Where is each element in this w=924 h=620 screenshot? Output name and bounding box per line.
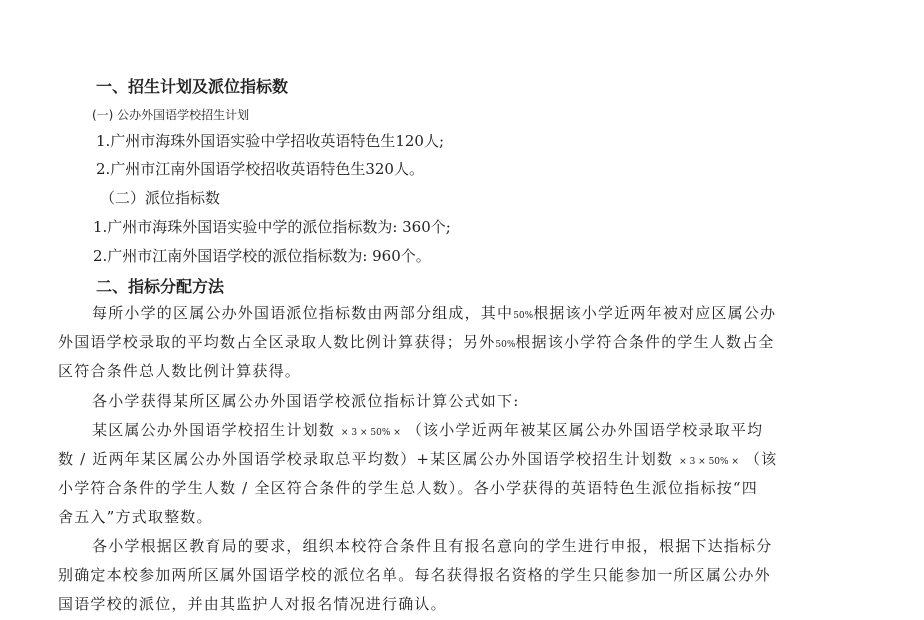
section-heading-plan: 一、招生计划及派位指标数 <box>96 77 289 96</box>
formula-multiplier: × 3 × 50% × <box>679 457 739 467</box>
paragraph-line: 各小学获得某所区属公办外国语学校派位指标计算公式如下: <box>92 392 520 410</box>
text-run: 根据该小学近两年被对应区属公办 <box>533 304 777 322</box>
list-item: 1.广州市海珠外国语实验中学招收英语特色生120人; <box>96 132 444 150</box>
subheading-quota: （二）派位指标数 <box>100 189 221 207</box>
list-item: 1.广州市海珠外国语实验中学的派位指标数为: 360个; <box>93 218 451 236</box>
paragraph-line <box>58 448 777 469</box>
paragraph-line <box>92 302 776 323</box>
paragraph-line: 舍五入”方式取整数。 <box>58 508 213 526</box>
text-run: （该 <box>744 450 778 468</box>
paragraph-line <box>58 331 775 352</box>
list-item: 2.广州市江南外国语学校的派位指标数为: 960个。 <box>93 247 431 265</box>
list-item: 2.广州市江南外国语学校招收英语特色生320人。 <box>96 160 424 178</box>
paragraph-line: 小学符合条件的学生人数 / 全区符合条件的学生总人数）。各小学获得的英语特色生派位指标按“四 <box>58 479 758 497</box>
subheading-enrollment-plan: (一) 公办外国语学校招生计划 <box>92 108 250 122</box>
section-heading-method: 二、指标分配方法 <box>96 277 225 296</box>
paragraph-line: 区符合条件总人数比例计算获得。 <box>58 362 302 380</box>
text-run: 根据该小学符合条件的学生人数占全 <box>515 333 775 351</box>
text-run: （该小学近两年被某区属公办外国语学校录取平均 <box>406 421 764 439</box>
text-run: 外国语学校录取的平均数占全区录取人数比例计算获得；另外 <box>58 333 496 351</box>
formula-multiplier: × 3 × 50% × <box>341 428 401 438</box>
paragraph-line: 各小学根据区教育局的要求，组织本校符合条件且有报名意向的学生进行申报，根据下达指标分 <box>92 537 773 555</box>
percent-50: 50% <box>495 340 516 350</box>
text-run: 每所小学的区属公办外国语派位指标数由两部分组成，其中 <box>92 304 514 322</box>
percent-50: 50% <box>513 311 534 321</box>
paragraph-line: 国语学校的派位，并由其监护人对报名情况进行确认。 <box>58 595 447 613</box>
text-run: 数 / 近两年某区属公办外国语学校录取总平均数）+某区属公办外国语学校招生计划数 <box>58 450 674 468</box>
paragraph-line: 别确定本校参加两所区属外国语学校的派位名单。每名获得报名资格的学生只能参加一所区属公办外 <box>58 566 771 584</box>
text-run: 某区属公办外国语学校招生计划数 <box>92 421 336 439</box>
paragraph-line <box>92 419 763 440</box>
